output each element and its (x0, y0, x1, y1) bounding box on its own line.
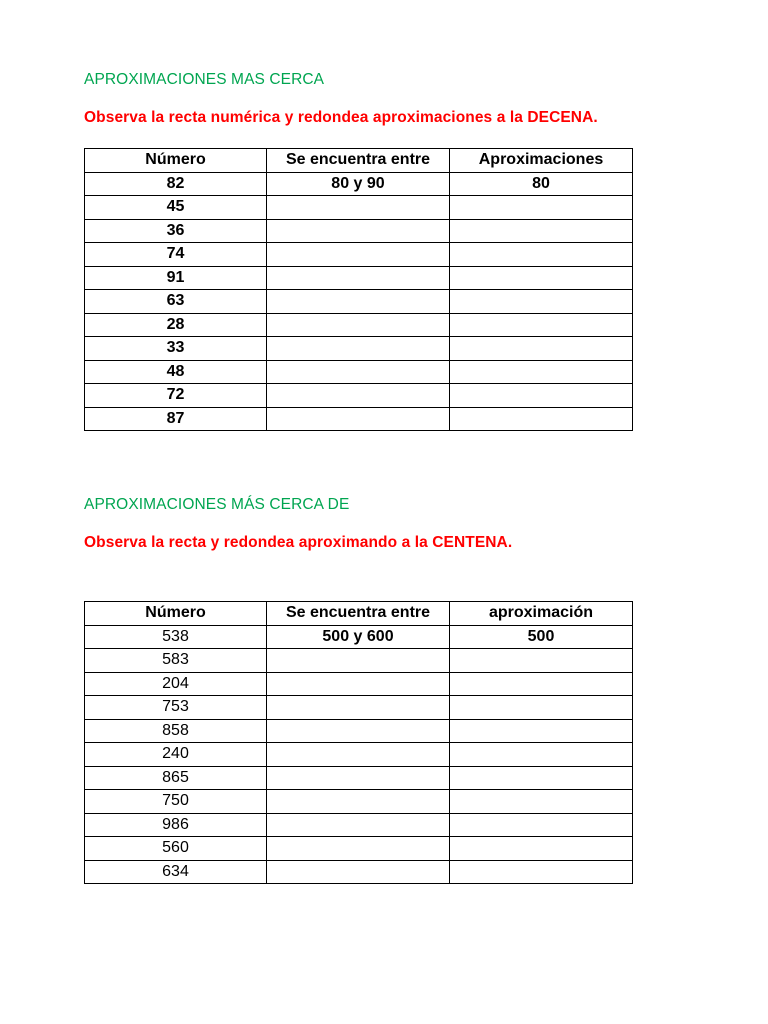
table-row (85, 860, 633, 884)
cell-aproximacion (450, 696, 633, 720)
table-row (85, 219, 633, 243)
cell-aproximacion (450, 219, 633, 243)
table-row (85, 290, 633, 314)
cell-numero: 45 (85, 196, 267, 220)
table-row (85, 243, 633, 267)
cell-entre (267, 360, 450, 384)
column-header-aproximacion: aproximación (450, 602, 633, 626)
section-heading: APROXIMACIONES MAS CERCA (84, 71, 325, 88)
column-header-numero: Número (85, 149, 267, 173)
cell-aproximacion (450, 837, 633, 861)
cell-numero: 28 (85, 313, 267, 337)
cell-numero: 634 (85, 860, 267, 884)
section-centena (84, 493, 632, 884)
cell-aproximacion: 500 (450, 625, 633, 649)
cell-numero: 72 (85, 384, 267, 408)
section-heading: APROXIMACIONES MÁS CERCA DE (84, 496, 350, 513)
column-header-entre: Se encuentra entre (267, 149, 450, 173)
cell-numero: 538 (85, 625, 267, 649)
table-row (85, 672, 633, 696)
cell-aproximacion (450, 790, 633, 814)
cell-aproximacion (450, 384, 633, 408)
cell-entre (267, 766, 450, 790)
table-row (85, 813, 633, 837)
cell-numero: 91 (85, 266, 267, 290)
cell-entre (267, 337, 450, 361)
cell-aproximacion (450, 313, 633, 337)
cell-entre (267, 196, 450, 220)
table-row (85, 696, 633, 720)
cell-aproximacion (450, 407, 633, 431)
table-row (85, 766, 633, 790)
cell-entre (267, 790, 450, 814)
cell-numero: 33 (85, 337, 267, 361)
cell-entre: 500 y 600 (267, 625, 450, 649)
table-header-row (85, 149, 633, 173)
cell-entre (267, 837, 450, 861)
cell-entre (267, 649, 450, 673)
cell-aproximacion (450, 360, 633, 384)
cell-entre (267, 719, 450, 743)
cell-entre (267, 813, 450, 837)
table-body (85, 172, 633, 431)
table-body (85, 625, 633, 884)
cell-numero: 63 (85, 290, 267, 314)
cell-numero: 858 (85, 719, 267, 743)
cell-entre (267, 407, 450, 431)
cell-aproximacion (450, 266, 633, 290)
column-header-aproximacion: Aproximaciones (450, 149, 633, 173)
cell-entre (267, 266, 450, 290)
cell-numero: 240 (85, 743, 267, 767)
table-row (85, 172, 633, 196)
table-row (85, 719, 633, 743)
table-row (85, 266, 633, 290)
cell-entre (267, 313, 450, 337)
instruction-text: Observa la recta y redondea aproximando a la CENTENA. (84, 534, 513, 551)
cell-numero: 87 (85, 407, 267, 431)
cell-entre (267, 243, 450, 267)
cell-aproximacion (450, 813, 633, 837)
instruction-text: Observa la recta numérica y redondea aproximaciones a la DECENA. (84, 109, 598, 126)
cell-aproximacion (450, 719, 633, 743)
table-row (85, 360, 633, 384)
section-decena (84, 68, 632, 431)
cell-aproximacion (450, 243, 633, 267)
table-row (85, 743, 633, 767)
table-row (85, 407, 633, 431)
table-row (85, 625, 633, 649)
cell-numero: 753 (85, 696, 267, 720)
cell-entre (267, 860, 450, 884)
decena-table (84, 148, 633, 431)
cell-aproximacion (450, 860, 633, 884)
cell-aproximacion (450, 290, 633, 314)
table-row (85, 196, 633, 220)
cell-numero: 204 (85, 672, 267, 696)
cell-numero: 48 (85, 360, 267, 384)
cell-numero: 986 (85, 813, 267, 837)
column-header-entre: Se encuentra entre (267, 602, 450, 626)
cell-aproximacion (450, 766, 633, 790)
table-row (85, 790, 633, 814)
cell-numero: 560 (85, 837, 267, 861)
cell-aproximacion (450, 649, 633, 673)
table-row (85, 337, 633, 361)
cell-entre (267, 672, 450, 696)
column-header-numero: Número (85, 602, 267, 626)
table-row (85, 384, 633, 408)
cell-numero: 750 (85, 790, 267, 814)
cell-entre (267, 290, 450, 314)
table-row (85, 837, 633, 861)
cell-entre (267, 696, 450, 720)
cell-numero: 583 (85, 649, 267, 673)
cell-numero: 82 (85, 172, 267, 196)
cell-entre: 80 y 90 (267, 172, 450, 196)
cell-aproximacion: 80 (450, 172, 633, 196)
cell-aproximacion (450, 337, 633, 361)
cell-numero: 36 (85, 219, 267, 243)
table-header-row (85, 602, 633, 626)
cell-entre (267, 743, 450, 767)
cell-aproximacion (450, 196, 633, 220)
cell-numero: 74 (85, 243, 267, 267)
table-row (85, 649, 633, 673)
table-row (85, 313, 633, 337)
cell-entre (267, 384, 450, 408)
cell-aproximacion (450, 743, 633, 767)
cell-aproximacion (450, 672, 633, 696)
cell-numero: 865 (85, 766, 267, 790)
cell-entre (267, 219, 450, 243)
centena-table (84, 601, 633, 884)
